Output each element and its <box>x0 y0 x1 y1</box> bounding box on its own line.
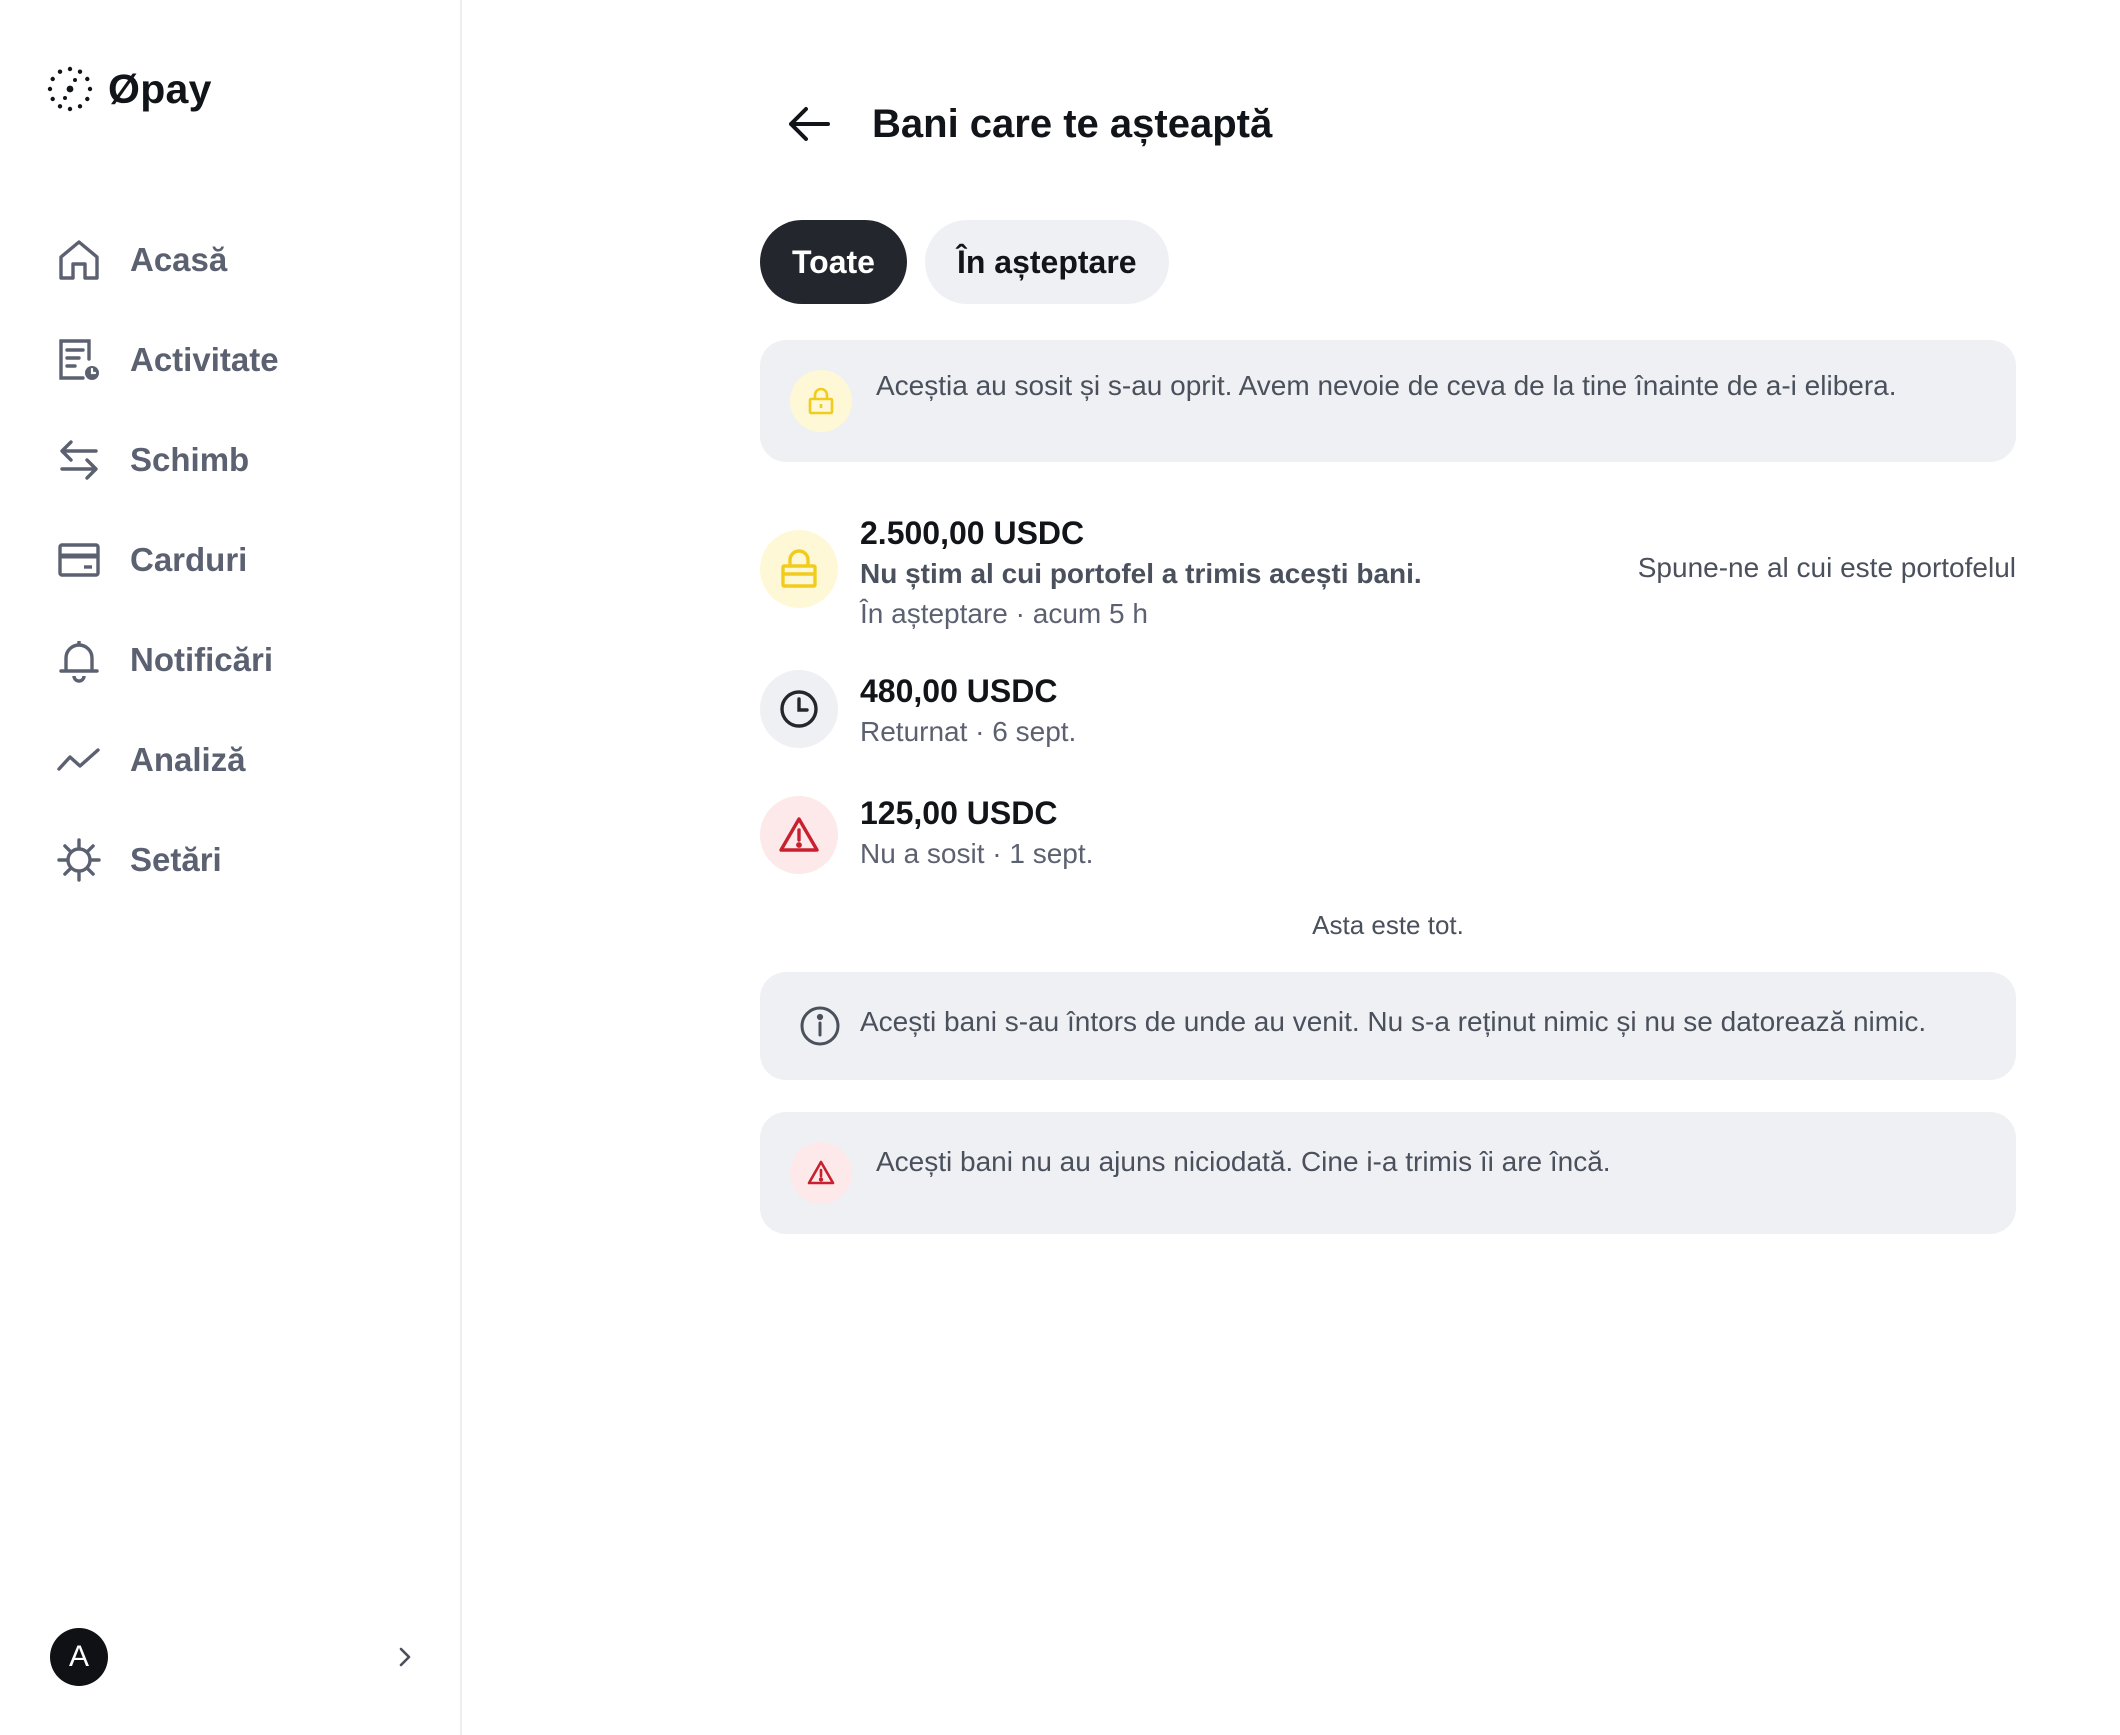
main-nav <box>54 210 434 910</box>
transaction-meta: În așteptare · acum 5 h <box>860 598 1148 629</box>
activity-icon <box>54 335 104 385</box>
identify-wallet-link[interactable]: Spune-ne al cui este portofelul <box>1637 552 2016 583</box>
sidebar-item-activity[interactable] <box>54 310 434 410</box>
swap-icon <box>54 435 104 485</box>
sidebar-item-home[interactable] <box>54 210 434 310</box>
not-arrived-banner <box>760 1112 2016 1234</box>
warning-icon <box>760 796 838 874</box>
clock-icon <box>760 670 838 748</box>
transaction-meta: Returnat · 6 sept. <box>860 716 1077 747</box>
sidebar-item-label: Acasă <box>130 241 228 278</box>
sidebar-item-label: Setări <box>130 841 222 878</box>
transaction-amount: 2.500,00 USDC <box>860 515 1085 551</box>
chart-line-icon <box>54 735 104 785</box>
bell-icon <box>54 635 104 685</box>
gear-icon <box>54 835 104 885</box>
transaction-row[interactable] <box>760 792 2016 882</box>
logo[interactable] <box>46 64 212 114</box>
sidebar-item-notifications[interactable] <box>54 610 434 710</box>
lock-icon <box>790 370 852 432</box>
logo-icon <box>46 65 94 113</box>
sidebar-item-swap[interactable] <box>54 410 434 510</box>
arrow-left-icon <box>786 104 832 144</box>
transaction-amount: 480,00 USDC <box>860 673 1058 709</box>
transaction-row[interactable] <box>760 512 2016 632</box>
sidebar-item-cards[interactable] <box>54 510 434 610</box>
warning-icon <box>790 1142 852 1204</box>
tab-pending[interactable]: În așteptare <box>925 220 1169 304</box>
not-arrived-text: Acești bani nu au ajuns niciodată. Cine i-a trimis îi are încă. <box>876 1146 1611 1177</box>
avatar[interactable]: A <box>50 1628 108 1686</box>
sidebar <box>0 0 462 1735</box>
info-icon <box>790 996 850 1056</box>
transaction-meta: Nu a sosit · 1 sept. <box>860 838 1094 869</box>
back-button[interactable] <box>784 99 834 149</box>
transaction-details <box>860 792 1093 874</box>
transaction-details <box>860 512 1422 634</box>
sidebar-item-label: Schimb <box>130 441 250 478</box>
chevron-right-icon[interactable] <box>390 1642 420 1672</box>
page-title: Bani care te așteaptă <box>872 101 1273 146</box>
held-funds-text: Aceștia au sosit și s-au oprit. Avem nevoie de ceva de la tine înainte de a-i elibera. <box>876 370 1897 401</box>
sidebar-item-settings[interactable] <box>54 810 434 910</box>
tab-all[interactable]: Toate <box>760 220 907 304</box>
held-funds-banner <box>760 340 2016 462</box>
transaction-row[interactable] <box>760 670 2016 760</box>
transaction-description: Nu știm al cui portofel a trimis acești bani. <box>860 558 1422 589</box>
filter-tabs <box>760 220 1169 304</box>
sidebar-item-analysis[interactable] <box>54 710 434 810</box>
sidebar-item-label: Carduri <box>130 541 248 578</box>
returned-funds-banner <box>760 972 2016 1080</box>
returned-funds-text: Acești bani s-au întors de unde au venit. Nu s-a reținut nimic și nu se datorează nimic. <box>860 1006 1927 1037</box>
home-icon <box>54 235 104 285</box>
transaction-amount: 125,00 USDC <box>860 795 1058 831</box>
sidebar-item-label: Notificări <box>130 641 274 678</box>
user-menu[interactable] <box>50 1628 420 1686</box>
page-header <box>760 96 1272 152</box>
logo-text: Øpay <box>108 65 212 112</box>
lock-icon <box>760 530 838 608</box>
card-icon <box>54 535 104 585</box>
end-of-list-note: Asta este tot. <box>1312 910 1464 940</box>
sidebar-item-label: Activitate <box>130 341 279 378</box>
transaction-details <box>860 670 1076 752</box>
sidebar-item-label: Analiză <box>130 741 246 778</box>
